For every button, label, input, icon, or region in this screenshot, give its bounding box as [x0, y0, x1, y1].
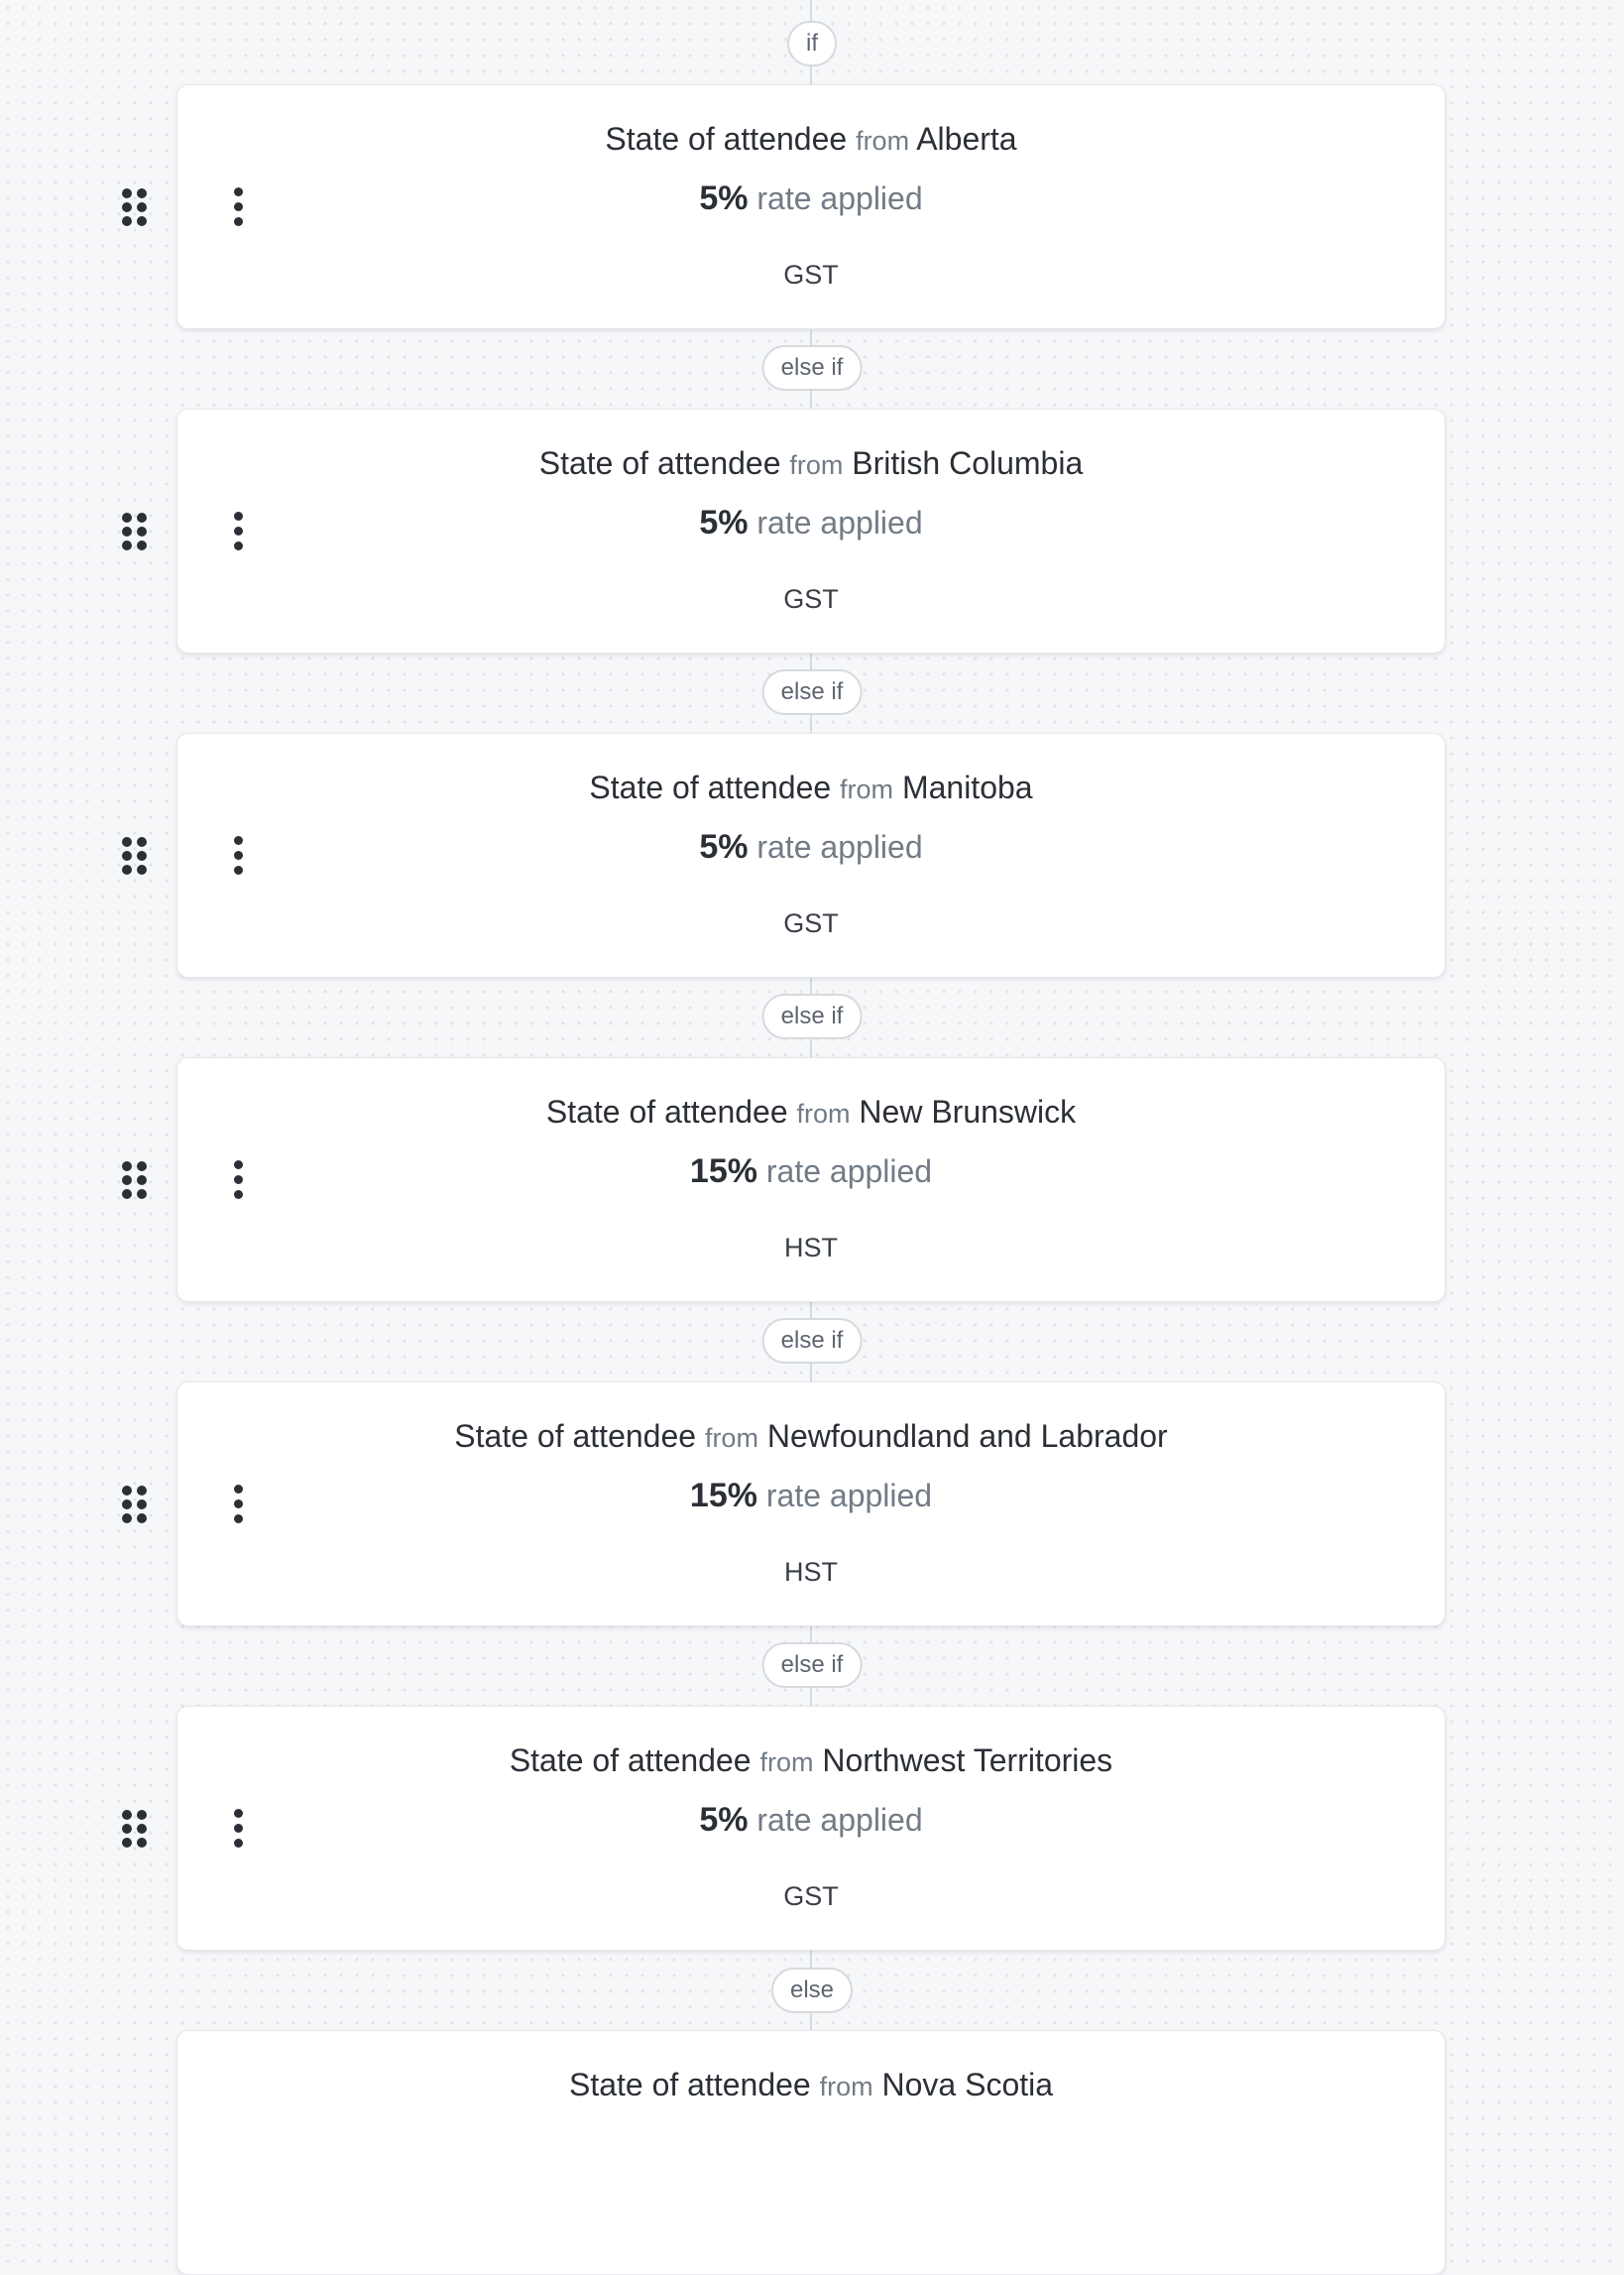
connector-else-if: else if [762, 1642, 863, 1688]
condition-field: State of attendee [605, 121, 848, 157]
condition-field: State of attendee [454, 1418, 697, 1454]
rule-condition [177, 1416, 1445, 1458]
rule-condition [177, 443, 1445, 485]
drag-handle-icon[interactable] [122, 513, 152, 550]
drag-handle-icon[interactable] [122, 188, 152, 226]
rule-rate [177, 1800, 1445, 1840]
condition-operator: from [789, 450, 844, 480]
tax-rule-card[interactable] [176, 84, 1446, 329]
tax-rule-card[interactable] [176, 1057, 1446, 1302]
connector-if: if [787, 21, 837, 66]
connector-else-if: else if [762, 1318, 863, 1364]
condition-operator: from [819, 2072, 873, 2101]
condition-value: Manitoba [901, 770, 1033, 805]
rate-value: 5% [699, 504, 749, 541]
rule-rate [177, 827, 1445, 867]
rule-condition [177, 1092, 1445, 1134]
rate-value: 5% [699, 828, 749, 866]
rule-rate [177, 1151, 1445, 1191]
condition-operator: from [704, 1423, 758, 1453]
rate-value: 15% [689, 1477, 757, 1514]
rate-suffix: rate applied [756, 1802, 923, 1838]
tax-name: GST [783, 1881, 839, 1911]
rate-suffix: rate applied [756, 180, 923, 216]
connector-else-if: else if [762, 345, 863, 391]
drag-handle-icon[interactable] [122, 837, 152, 875]
rule-condition [177, 1740, 1445, 1782]
tax-name: GST [783, 260, 839, 290]
condition-value: New Brunswick [859, 1094, 1077, 1130]
tax-name: GST [783, 908, 839, 938]
condition-operator: from [840, 775, 894, 804]
tax-rule-card[interactable] [176, 1706, 1446, 1951]
condition-value: Alberta [916, 121, 1017, 157]
rate-suffix: rate applied [756, 505, 923, 540]
tax-name: GST [783, 584, 839, 614]
condition-value: Newfoundland and Labrador [766, 1418, 1168, 1454]
rate-value: 5% [699, 1801, 749, 1839]
condition-value: British Columbia [852, 445, 1084, 481]
condition-value: Nova Scotia [881, 2067, 1054, 2102]
condition-value: Northwest Territories [822, 1742, 1113, 1778]
tax-rule-card[interactable] [176, 733, 1446, 978]
rate-suffix: rate applied [765, 1153, 933, 1189]
rate-value: 15% [689, 1152, 757, 1190]
tax-name: HST [784, 1233, 838, 1262]
rate-suffix: rate applied [756, 829, 923, 865]
condition-field: State of attendee [545, 1094, 788, 1130]
condition-field: State of attendee [568, 2067, 811, 2102]
rate-value: 5% [699, 180, 749, 217]
condition-field: State of attendee [509, 1742, 752, 1778]
rule-rate [177, 503, 1445, 542]
tax-rule-card[interactable] [176, 409, 1446, 654]
connector-else-if: else if [762, 994, 863, 1039]
condition-field: State of attendee [589, 770, 832, 805]
connector-else: else [771, 1968, 853, 2013]
rule-rate [177, 1476, 1445, 1515]
tax-rule-card[interactable] [176, 1381, 1446, 1626]
rate-suffix: rate applied [765, 1478, 933, 1513]
rule-condition [177, 2065, 1445, 2106]
drag-handle-icon[interactable] [122, 1161, 152, 1199]
condition-operator: from [796, 1099, 851, 1129]
tax-rule-card[interactable] [176, 2030, 1446, 2275]
drag-handle-icon[interactable] [122, 1486, 152, 1523]
rule-rate [177, 179, 1445, 218]
tax-name: HST [784, 1557, 838, 1587]
connector-else-if: else if [762, 669, 863, 715]
drag-handle-icon[interactable] [122, 1810, 152, 1848]
rule-condition [177, 768, 1445, 809]
condition-field: State of attendee [538, 445, 781, 481]
condition-operator: from [759, 1747, 814, 1777]
condition-operator: from [856, 126, 910, 156]
rule-condition [177, 119, 1445, 161]
